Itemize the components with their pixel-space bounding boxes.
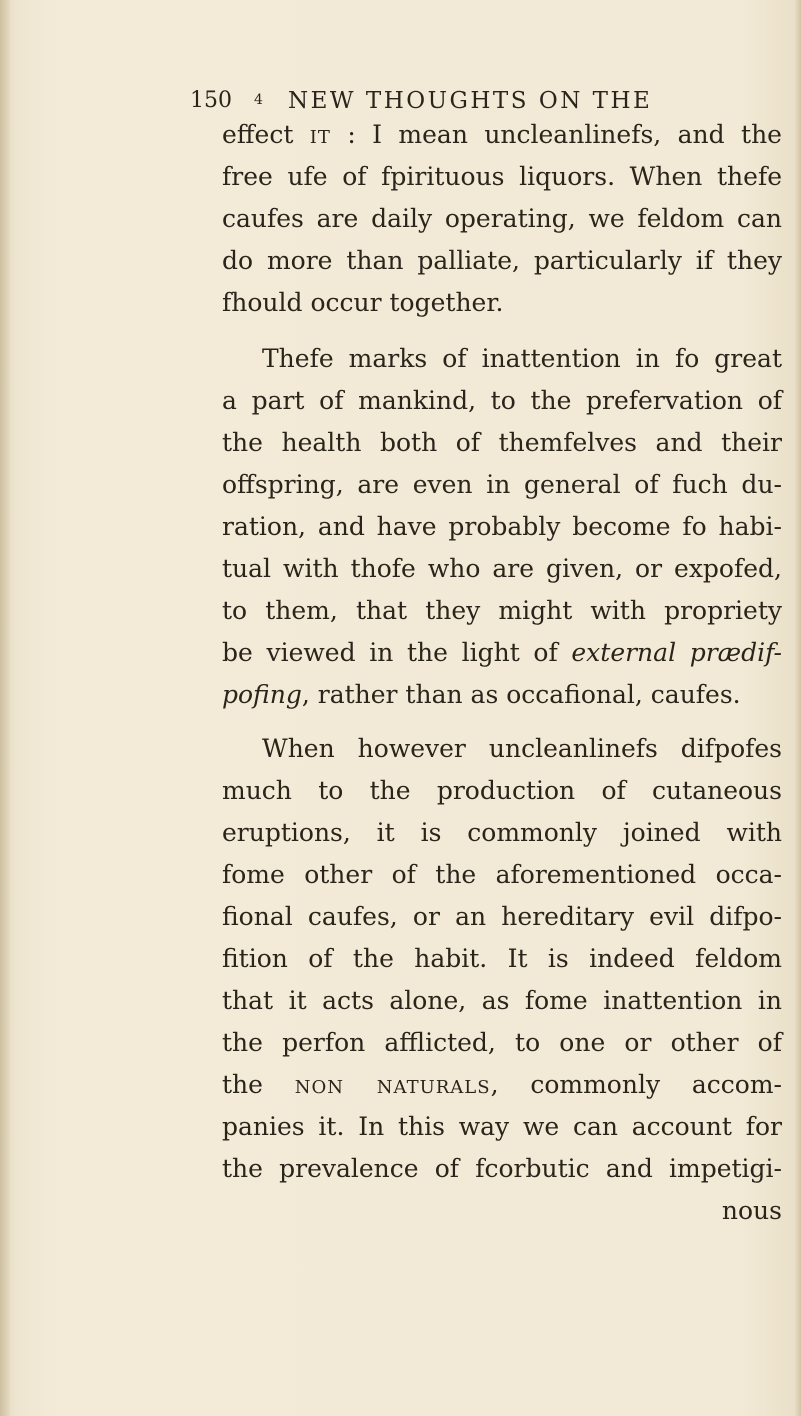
text-line: to them, that they might with propriety	[222, 596, 782, 625]
text-line: pofing, rather than as occafional, caufes.	[222, 680, 741, 709]
text-line: tual with thofe who are given, or expofed,	[222, 554, 782, 583]
text-line: do more than palliate, particularly if they	[222, 246, 782, 275]
text-line: free ufe of fpirituous liquors. When thefe	[222, 162, 782, 191]
text-line: fhould occur together.	[222, 288, 504, 317]
page-outer-edge	[795, 0, 801, 1416]
page-number: 150	[190, 88, 232, 113]
text-line: panies it. In this way we can account for	[222, 1112, 782, 1141]
page-gutter-edge	[0, 0, 10, 1416]
paragraph-3	[222, 728, 782, 1232]
text-line: fition of the habit. It is indeed feldom	[222, 944, 782, 973]
text-line: eruptions, it is commonly joined with	[222, 818, 782, 847]
text-line: effect it : I mean uncleanlinefs, and the	[222, 120, 782, 149]
text-line: caufes are daily operating, we feldom can	[222, 204, 782, 233]
paragraph-2	[222, 338, 782, 716]
text-line: fional caufes, or an hereditary evil difpo-	[222, 902, 782, 931]
text-line: the prevalence of fcorbutic and impetigi-	[222, 1154, 782, 1183]
text-line: When however uncleanlinefs difpofes	[262, 734, 782, 763]
running-title: NEW THOUGHTS ON THE	[288, 88, 653, 114]
text-line: the health both of themfelves and their	[222, 428, 782, 457]
text-line: be viewed in the light of external prædif-	[222, 638, 782, 667]
text-line: ration, and have probably become fo habi-	[222, 512, 782, 541]
text-line: Thefe marks of inattention in fo great	[262, 344, 782, 373]
signature-mark: 4	[254, 92, 266, 108]
text-line: the perfon afflicted, to one or other of	[222, 1028, 782, 1057]
catchword: nous	[721, 1196, 782, 1225]
paragraph-1	[222, 114, 782, 324]
text-line: the non naturals, commonly accom-	[222, 1070, 782, 1099]
text-line: fome other of the aforementioned occa-	[222, 860, 782, 889]
text-line: much to the production of cutaneous	[222, 776, 782, 805]
text-line: that it acts alone, as fome inattention in	[222, 986, 782, 1015]
text-line: offspring, are even in general of fuch du-	[222, 470, 782, 499]
text-line: a part of mankind, to the prefervation of	[222, 386, 782, 415]
